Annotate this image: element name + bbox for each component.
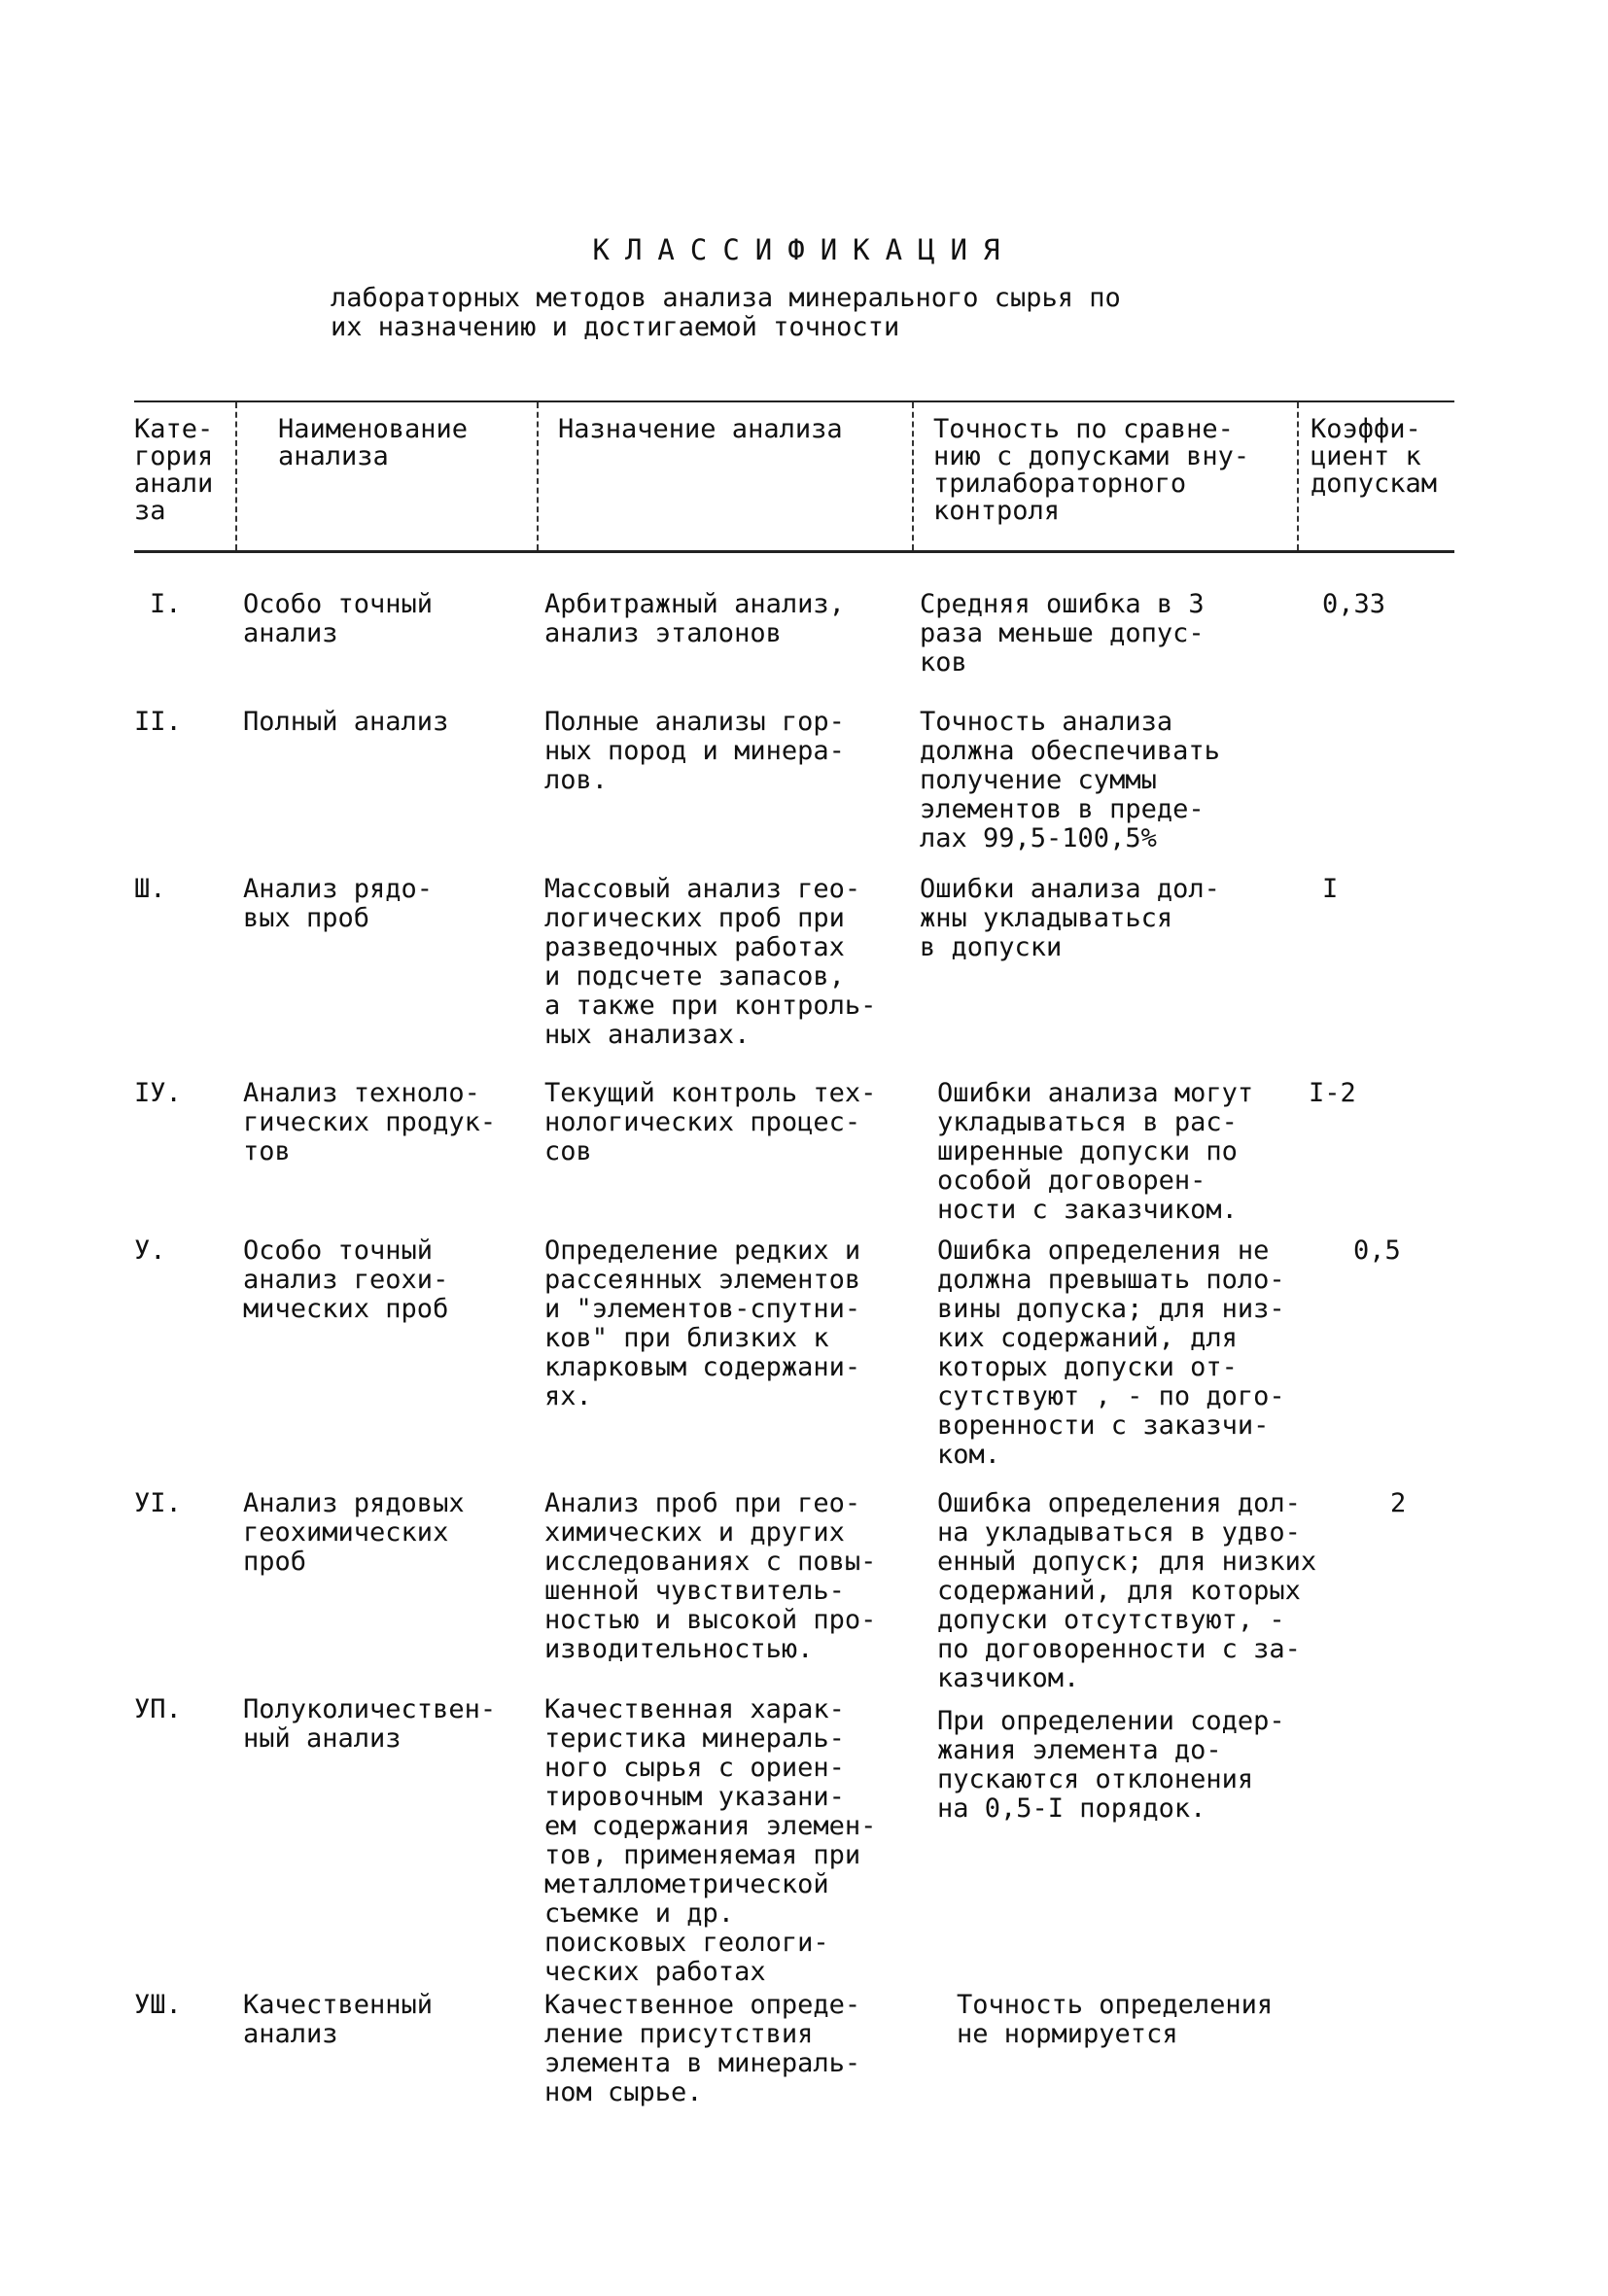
row-accuracy: Точность определения не нормируется bbox=[957, 1990, 1274, 2049]
row-coefficient: I-2 bbox=[1309, 1078, 1356, 1108]
row-name: Анализ рядовых геохимических проб bbox=[243, 1488, 465, 1577]
row-category: I. bbox=[150, 589, 182, 619]
row-category: УI. bbox=[134, 1488, 182, 1518]
table-header bbox=[134, 400, 1454, 553]
row-category: II. bbox=[134, 707, 182, 737]
row-coefficient: 0,33 bbox=[1322, 589, 1386, 619]
header-accuracy: Точность по сравне- нию с допусками вну- трилабораторного контроля bbox=[933, 414, 1250, 526]
row-purpose: Качественная харак- теристика минераль- ного сырья с ориен- тировочным указани- ем содержания элемен- тов, применяемая при металлометрической съемке и др. поисковых геологи- ческих работах bbox=[544, 1694, 877, 1987]
row-category: УП. bbox=[134, 1694, 182, 1724]
row-accuracy: Средняя ошибка в 3 раза меньше допус- ков bbox=[920, 589, 1205, 678]
row-accuracy: Ошибка определения дол- на укладываться в удво- енный допуск; для низких содержаний, для которых допуски отсутствуют, - по договоренности с за- казчиком. bbox=[937, 1488, 1317, 1693]
row-coefficient: I bbox=[1322, 874, 1339, 904]
header-coefficient: Коэффи- циент к допускам bbox=[1311, 414, 1438, 499]
header-divider bbox=[912, 402, 914, 550]
header-divider bbox=[235, 402, 237, 550]
row-category: Ш. bbox=[134, 874, 166, 904]
row-coefficient: 2 bbox=[1390, 1488, 1407, 1518]
row-purpose: Качественное опреде- ление присутствия элемента в минераль- ном сырье. bbox=[544, 1990, 861, 2107]
header-name: Наименование анализа bbox=[278, 414, 469, 471]
row-purpose: Арбитражный анализ, анализ эталонов bbox=[544, 589, 845, 648]
row-accuracy: Точность анализа должна обеспечивать получение суммы элементов в преде- лах 99,5-100,5% bbox=[920, 707, 1220, 853]
row-purpose: Определение редких и рассеянных элементов и "элементов-спутни- ков" при близких к кларковым содержани- ях. bbox=[544, 1235, 861, 1411]
row-name: Анализ техноло- гических продук- тов bbox=[243, 1078, 497, 1166]
header-divider bbox=[537, 402, 539, 550]
page-title: КЛАССИФИКАЦИЯ bbox=[592, 233, 1016, 266]
row-category: УШ. bbox=[134, 1990, 182, 2020]
row-purpose: Текущий контроль тех- нологических процес- сов bbox=[544, 1078, 877, 1166]
row-name: Качественный анализ bbox=[243, 1990, 434, 2049]
row-name: Полный анализ bbox=[243, 707, 449, 737]
header-divider bbox=[1297, 402, 1299, 550]
row-coefficient: 0,5 bbox=[1353, 1235, 1401, 1266]
row-purpose: Полные анализы гор- ных пород и минера- лов. bbox=[544, 707, 845, 795]
row-name: Анализ рядо- вых проб bbox=[243, 874, 434, 933]
row-name: Особо точный анализ bbox=[243, 589, 434, 648]
row-name: Особо точный анализ геохи- мических проб bbox=[243, 1235, 449, 1324]
row-purpose: Массовый анализ гео- логических проб при разведочных работах и подсчете запасов, а также при контроль- ных анализах. bbox=[544, 874, 877, 1050]
row-accuracy: Ошибки анализа дол- жны укладываться в допуски bbox=[920, 874, 1220, 962]
classification-table bbox=[134, 400, 1454, 2107]
header-purpose: Назначение анализа bbox=[558, 414, 843, 444]
row-purpose: Анализ проб при гео- химических и других исследованиях с повы- шенной чувствитель- ностью и высокой про- изводительностью. bbox=[544, 1488, 877, 1664]
row-accuracy: Ошибка определения не должна превышать поло- вины допуска; для низ- ких содержаний, для которых допуски от- сутствуют , - по дого- воренности с заказчи- ком. bbox=[937, 1235, 1285, 1470]
page-subtitle: лабораторных методов анализа минерального сырья по их назначению и достигаемой точности bbox=[331, 283, 1121, 342]
row-category: IУ. bbox=[134, 1078, 182, 1108]
row-category: У. bbox=[134, 1235, 166, 1266]
header-category: Кате- гория анали за bbox=[134, 414, 214, 526]
row-accuracy: При определении содер- жания элемента до- пускаются отклонения на 0,5-I порядок. bbox=[937, 1706, 1285, 1824]
row-name: Полуколичествен- ный анализ bbox=[243, 1694, 497, 1754]
row-accuracy: Ошибки анализа могут укладываться в рас- ширенные допуски по особой договорен- ности с заказчиком. bbox=[937, 1078, 1254, 1225]
